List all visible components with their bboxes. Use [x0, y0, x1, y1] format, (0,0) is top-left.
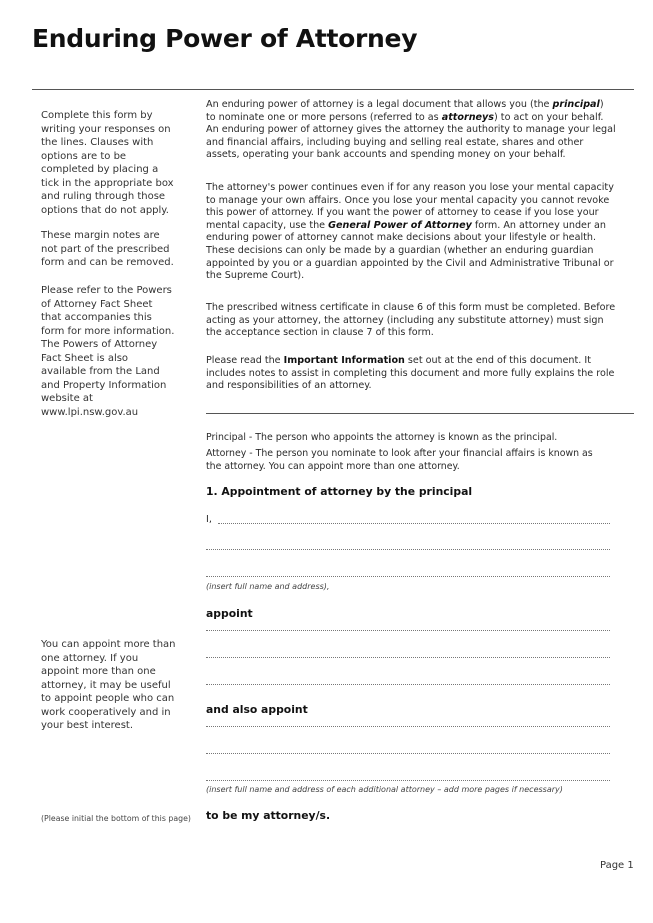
additional-attorney-line-1[interactable]	[206, 726, 610, 727]
definition-principal: Principal - The person who appoints the attorney is known as the principal.	[206, 432, 558, 443]
margin-note-multiple-attorneys: You can appoint more than one attorney. If you appoint more than one attorney, it may be useful to appoint people who can work cooperatively and in your best interest.	[41, 639, 176, 731]
page-title: Enduring Power of Attorney	[32, 24, 418, 53]
hint-additional-attorney: (insert full name and address of each additional attorney – add more pages if necessary)	[206, 785, 563, 794]
principal-name-line-3[interactable]	[206, 576, 610, 577]
appoint-label: appoint	[206, 607, 253, 620]
principal-name-line-1[interactable]	[218, 523, 610, 524]
section-1-heading: 1. Appointment of attorney by the principal	[206, 485, 473, 498]
hint-principal-name: (insert full name and address),	[206, 582, 330, 591]
page-number: Page 1	[600, 860, 634, 871]
attorney-line-3[interactable]	[206, 684, 610, 685]
intro-paragraph-4: Please read the Important Information set out at the end of this document. It includes notes to assist in completing this document and more fully explains the role and responsibilities of an attorney.	[206, 355, 615, 392]
attorney-line-2[interactable]	[206, 657, 610, 658]
intro-paragraph-2: The attorney's power continues even if for any reason you lose your mental capacity to manage your own affairs. Once you lose your mental capacity you cannot revoke this power of attorney. If you want the power of attorney to cease if you lose your mental capacity, use the General Power of Attorney form. An attorney under an enduring power of attorney cannot make decisions about your lifestyle or health. These decisions can only be made by a guardian (whether an enduring guardian appointed by you or a guardian appointed by the Civil and Administrative Tribunal or the Supreme Court).	[206, 182, 614, 282]
margin-note-complete-form: Complete this form by writing your responses on the lines. Clauses with options are to be completed by placing a tick in the appropriate box and ruling through those options that do not apply.	[41, 110, 174, 216]
principal-name-line-2[interactable]	[206, 549, 610, 550]
intro-paragraph-3: The prescribed witness certificate in clause 6 of this form must be completed. Before acting as your attorney, the attorney (including any substitute attorney) must sign the acceptance section in clause 7 of this form.	[206, 302, 616, 339]
to-be-attorney-label: to be my attorney/s.	[206, 809, 331, 822]
margin-note-removable: These margin notes are not part of the prescribed form and can be removed.	[41, 230, 174, 268]
section-divider	[206, 413, 634, 414]
and-also-appoint-label: and also appoint	[206, 703, 308, 716]
margin-note-initial: (Please initial the bottom of this page)	[41, 814, 191, 823]
margin-note-fact-sheet: Please refer to the Powers of Attorney Fact Sheet that accompanies this form for more information. The Powers of Attorney Fact Sheet is also available from the Land and Property Information website at www.lpi.nsw.gov.au	[41, 285, 175, 418]
attorney-line-1[interactable]	[206, 630, 610, 631]
principal-i-label: I,	[206, 514, 212, 525]
title-divider	[32, 89, 634, 90]
definition-attorney: Attorney - The person you nominate to look after your financial affairs is known as the attorney. You can appoint more than one attorney.	[206, 448, 593, 472]
additional-attorney-line-2[interactable]	[206, 753, 610, 754]
additional-attorney-line-3[interactable]	[206, 780, 610, 781]
intro-paragraph-1: An enduring power of attorney is a legal document that allows you (the principal) to nominate one or more persons (referred to as attorneys) to act on your behalf. An enduring power of attorney gives the attorney the authority to manage your legal and financial affairs, including buying and selling real estate, shares and other assets, operating your bank accounts and spending money on your behalf.	[206, 99, 616, 161]
